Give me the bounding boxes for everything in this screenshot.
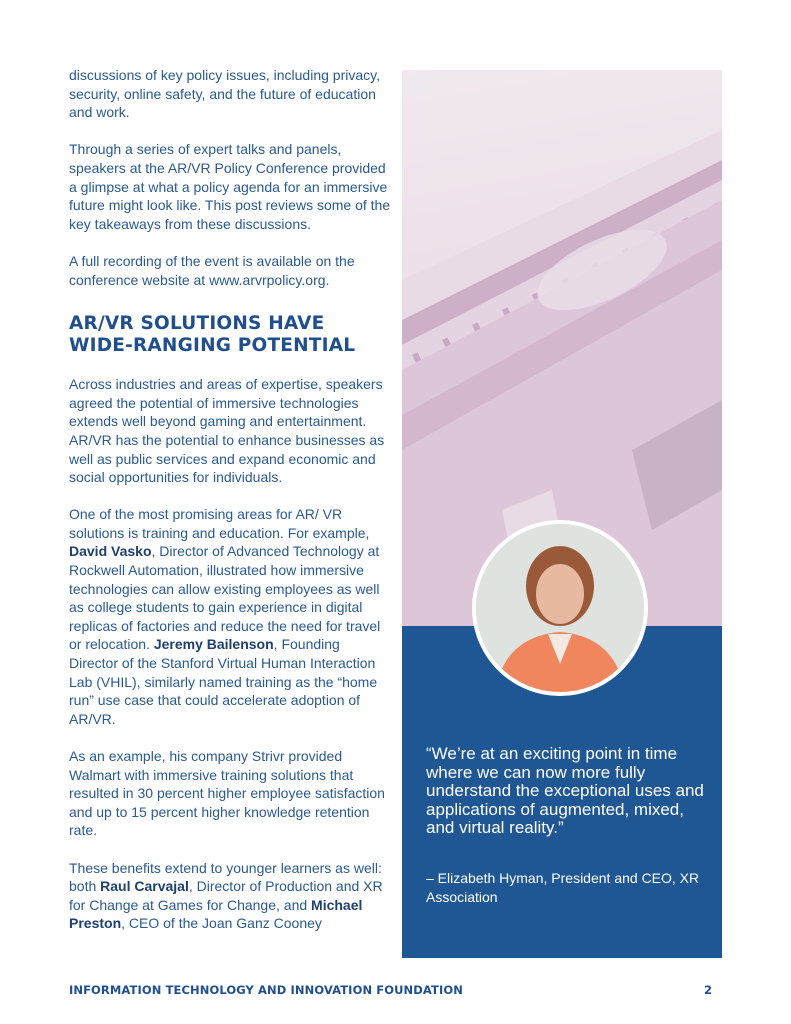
section-heading-line: AR/VR SOLUTIONS HAVE [69, 313, 325, 335]
paragraph: Across industries and areas of expertise, speakers agreed the potential of immersive technologies extends well beyond gaming and entertainment. AR/VR has the potential to enhance businesses as well as public services and expand economic and social opportunities for individuals. [69, 376, 385, 486]
person-name: Raul Carvajal [100, 878, 189, 895]
person-name: David Vasko [69, 543, 152, 560]
text-run: One of the most promising areas for AR/ VR solutions is training and education. For example, [69, 506, 370, 541]
pull-quote: “We’re at an exciting point in time where we can now more fully understand the exceptional uses and applications of augmented, mixed, and virtual reality.” [426, 744, 704, 837]
paragraph: As an example, his company Strivr provided Walmart with immersive training solutions that resulted in 30 percent higher employee satisfaction and up to 15 percent higher knowledge retention rate. [69, 748, 385, 839]
text-run: , Director of Advanced Technology at Rockwell Automation, illustrated how immersive technologies can allow existing employees as well as college students to gain experience in digital replicas of factories and reduce the need for travel or relocation. [69, 543, 381, 653]
person-name: Jeremy Bailenson [153, 636, 274, 653]
section-heading-line: WIDE-RANGING POTENTIAL [69, 335, 356, 357]
text-run: , Director of Production and XR for Change at Games for Change, and [69, 878, 383, 913]
text-run: These benefits extend to younger learners as well: both [69, 859, 382, 895]
text-run: , CEO of the Joan Ganz Cooney [121, 915, 322, 932]
body-text-column [69, 66, 391, 933]
person-name: Michael Preston [69, 896, 363, 932]
portrait-illustration [476, 524, 644, 692]
text-run: , Founding Director of the Stanford Virtual Human Interaction Lab (VHIL), similarly named training as the “home run” use case that could accelerate adoption of AR/VR. [69, 636, 378, 727]
portrait-photo [472, 520, 648, 696]
page-number: 2 [704, 983, 713, 997]
paragraph [69, 859, 391, 933]
paragraph: A full recording of the event is available on the conference website at www.arvrpolicy.org. [69, 252, 355, 288]
paragraph [69, 505, 391, 728]
section-heading [69, 313, 391, 357]
quote-attribution: – Elizabeth Hyman, President and CEO, XR Association [426, 870, 700, 905]
paragraph: discussions of key policy issues, including privacy, security, online safety, and the future of education and work. [69, 67, 380, 121]
paragraph: Through a series of expert talks and panels, speakers at the AR/VR Policy Conference provided a glimpse at what a policy agenda for an immersive future might look like. This post reviews some of the key takeaways from these discussions. [69, 141, 391, 232]
footer-organization: INFORMATION TECHNOLOGY AND INNOVATION FOUNDATION [69, 983, 463, 997]
